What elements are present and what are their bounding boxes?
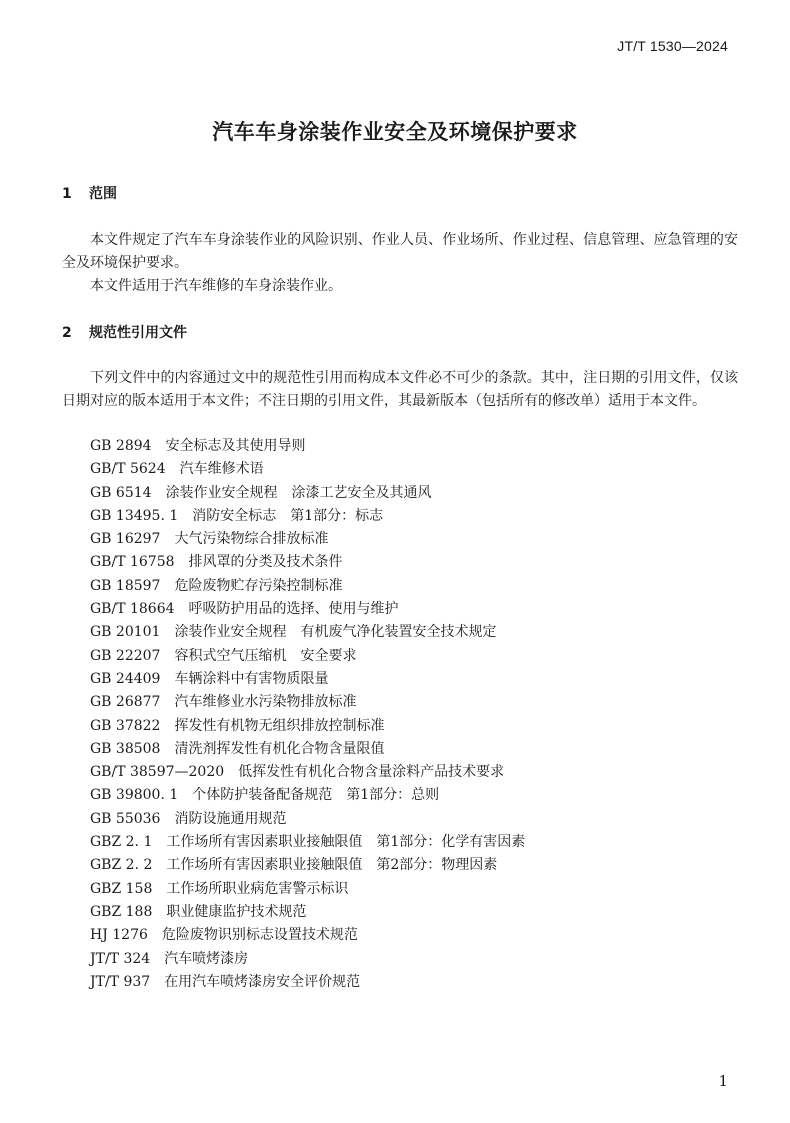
reference-code: GB 39800. 1 xyxy=(90,787,179,804)
reference-item xyxy=(90,901,525,924)
reference-code: GB 6514 xyxy=(90,484,152,501)
reference-code: HJ 1276 xyxy=(90,927,148,944)
reference-code: JT/T 937 xyxy=(90,973,151,990)
section-title: 规范性引用文件 xyxy=(89,325,187,341)
document-title: 汽车车身涂装作业安全及环境保护要求 xyxy=(212,120,578,144)
reference-item xyxy=(90,505,525,528)
reference-item xyxy=(90,808,525,831)
reference-title: 低挥发性有机化合物含量涂料产品技术要求 xyxy=(238,764,505,781)
reference-title: 危险废物识别标志设置技术规范 xyxy=(161,927,358,944)
reference-item xyxy=(90,831,525,854)
reference-list xyxy=(90,435,525,994)
reference-code: GB/T 5624 xyxy=(90,461,166,478)
reference-item xyxy=(90,668,525,691)
section-title: 范围 xyxy=(89,186,117,202)
reference-item xyxy=(90,784,525,807)
reference-title: 在用汽车喷烤漆房安全评价规范 xyxy=(164,973,361,990)
reference-title: 工作场所有害因素职业接触限值 第2部分：物理因素 xyxy=(166,857,498,874)
page-number: 1 xyxy=(718,1072,728,1090)
reference-item xyxy=(90,948,525,971)
reference-item xyxy=(90,971,525,994)
reference-code: GBZ 2. 2 xyxy=(90,857,153,874)
reference-code: GB/T 18664 xyxy=(90,601,175,618)
reference-title: 职业健康监护技术规范 xyxy=(166,903,307,920)
reference-code: GB/T 16758 xyxy=(90,554,175,571)
reference-item xyxy=(90,528,525,551)
reference-title: 呼吸防护用品的选择、使用与维护 xyxy=(188,601,399,618)
reference-title: 消防设施通用规范 xyxy=(174,810,287,827)
reference-code: GB 20101 xyxy=(90,624,161,641)
reference-code: GB/T 38597—2020 xyxy=(90,764,225,781)
reference-item xyxy=(90,924,525,947)
reference-title: 个体防护装备配备规范 第1部分：总则 xyxy=(192,787,440,804)
standard-number: JT/T 1530—2024 xyxy=(617,38,728,54)
reference-title: 涂装作业安全规程 有机废气净化装置安全技术规定 xyxy=(174,624,497,641)
reference-item xyxy=(90,761,525,784)
reference-title: 汽车维修业水污染物排放标准 xyxy=(174,694,357,711)
section-number: 2 xyxy=(62,325,72,341)
reference-code: GBZ 2. 1 xyxy=(90,834,153,851)
reference-code: GB 37822 xyxy=(90,717,161,734)
reference-title: 消防安全标志 第1部分：标志 xyxy=(192,507,384,524)
reference-code: GBZ 188 xyxy=(90,903,153,920)
scope-paragraph: 本文件规定了汽车车身涂装作业的风险识别、作业人员、作业场所、作业过程、信息管理、应急管理的安全及环境保护要求。 xyxy=(62,232,738,271)
reference-title: 安全标志及其使用导则 xyxy=(165,438,306,454)
reference-title: 挥发性有机物无组织排放控制标准 xyxy=(174,717,385,734)
section-heading-scope xyxy=(62,183,117,203)
reference-item xyxy=(90,458,525,481)
reference-code: GB 24409 xyxy=(90,670,161,687)
references-intro-paragraph: 下列文件中的内容通过文中的规范性引用而构成本文件必不可少的条款。其中，注日期的引用文件，仅该日期对应的版本适用于本文件；不注日期的引用文件，其最新版本（包括所有的修改单）适用于本文件。 xyxy=(62,370,738,409)
scope-applicability-paragraph: 本文件适用于汽车维修的车身涂装作业。 xyxy=(90,278,342,294)
reference-code: GB 26877 xyxy=(90,694,161,711)
reference-item xyxy=(90,551,525,574)
reference-item xyxy=(90,482,525,505)
reference-title: 清洗剂挥发性有机化合物含量限值 xyxy=(174,740,385,757)
section-heading-normative-references xyxy=(62,322,187,342)
section-number: 1 xyxy=(62,186,72,202)
reference-item xyxy=(90,435,525,458)
reference-title: 车辆涂料中有害物质限量 xyxy=(174,670,329,687)
reference-title: 工作场所有害因素职业接触限值 第1部分：化学有害因素 xyxy=(166,834,526,851)
reference-code: GB 18597 xyxy=(90,577,161,594)
reference-code: GB 38508 xyxy=(90,740,161,757)
reference-code: JT/T 324 xyxy=(90,950,151,967)
reference-item xyxy=(90,715,525,738)
reference-title: 汽车维修术语 xyxy=(179,461,264,478)
reference-item xyxy=(90,854,525,877)
reference-title: 危险废物贮存污染控制标准 xyxy=(174,577,343,594)
reference-code: GB 13495. 1 xyxy=(90,507,179,524)
reference-item xyxy=(90,691,525,714)
reference-item xyxy=(90,738,525,761)
reference-item xyxy=(90,621,525,644)
reference-title: 容积式空气压缩机 安全要求 xyxy=(174,647,357,664)
reference-title: 排风罩的分类及技术条件 xyxy=(188,554,343,571)
reference-item xyxy=(90,575,525,598)
reference-item xyxy=(90,598,525,621)
reference-title: 大气污染物综合排放标准 xyxy=(174,531,329,548)
reference-code: GB 55036 xyxy=(90,810,161,827)
reference-item xyxy=(90,878,525,901)
reference-code: GB 16297 xyxy=(90,531,161,548)
reference-title: 工作场所职业病危害警示标识 xyxy=(166,880,349,897)
reference-title: 汽车喷烤漆房 xyxy=(164,950,249,967)
reference-title: 涂装作业安全规程 涂漆工艺安全及其通风 xyxy=(165,484,432,501)
reference-item xyxy=(90,645,525,668)
reference-code: GBZ 158 xyxy=(90,880,153,897)
reference-code: GB 22207 xyxy=(90,647,161,664)
reference-code: GB 2894 xyxy=(90,438,152,454)
